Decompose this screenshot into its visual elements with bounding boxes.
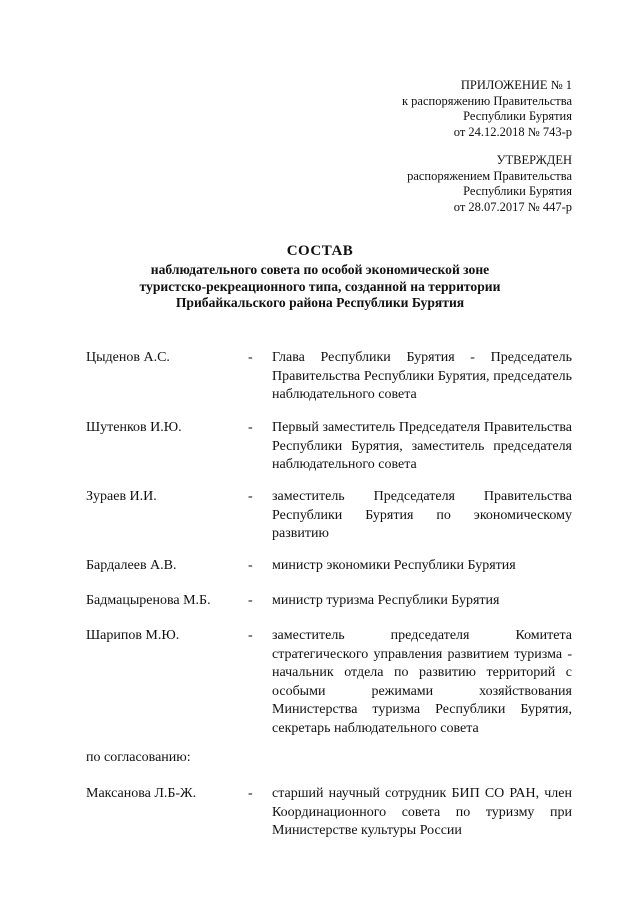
- member-dash: -: [248, 489, 253, 504]
- member-dash: -: [248, 350, 253, 365]
- member-dash: -: [248, 558, 253, 573]
- member-dash: -: [248, 593, 253, 608]
- approval-line: Республики Бурятия: [463, 184, 572, 198]
- approval-line: УТВЕРЖДЕН: [496, 153, 572, 167]
- member-role: министр туризма Республики Бурятия: [272, 593, 500, 608]
- subtitle-line: Прибайкальского района Республики Бурятия: [175, 295, 465, 310]
- member-role: министр экономики Республики Бурятия: [272, 558, 516, 573]
- member-role: заместитель Председателя Правительства Республики Бурятия по экономическому развитию: [272, 489, 572, 541]
- member-role: старший научный сотрудник БИП СО РАН, член Координационного совета по туризму при Министерстве культуры России: [272, 786, 572, 838]
- member-role: заместитель председателя Комитета стратегического управления развитием туризма - начальник отдела по развитию территорий с особыми режимами хозяйствования Министерства туризма Республики Бурятия, секретарь наблюдательного совета: [272, 628, 572, 736]
- member-role: Глава Республики Бурятия - Председатель Правительства Республики Бурятия, председатель наблюдательного совета: [272, 350, 572, 402]
- member-name: Шутенков И.Ю.: [86, 420, 182, 435]
- document-title: СОСТАВ: [286, 243, 354, 259]
- appendix-line: ПРИЛОЖЕНИЕ № 1: [460, 78, 572, 92]
- member-name: Максанова Л.Б-Ж.: [86, 786, 197, 801]
- appendix-header: [402, 78, 572, 140]
- agreement-note: по согласованию:: [86, 750, 191, 765]
- appendix-line: Республики Бурятия: [463, 109, 572, 123]
- member-dash: -: [248, 420, 253, 435]
- member-name: Шарипов М.Ю.: [86, 628, 180, 643]
- appendix-line: к распоряжению Правительства: [401, 93, 572, 108]
- subtitle-line: наблюдательного совета по особой экономической зоне: [150, 262, 490, 277]
- member-name: Цыденов А.С.: [86, 350, 170, 365]
- member-name: Зураев И.И.: [86, 489, 157, 504]
- member-dash: -: [248, 628, 253, 643]
- member-name: Бардалеев А.В.: [86, 558, 177, 573]
- member-role: Первый заместитель Председателя Правительства Республики Бурятия, заместитель председателя наблюдательного совета: [272, 420, 572, 472]
- approval-line: от 28.07.2017 № 447-р: [453, 199, 572, 214]
- approval-line: распоряжением Правительства: [407, 168, 572, 183]
- member-dash: -: [248, 786, 253, 801]
- document-subtitle: [0, 262, 640, 312]
- appendix-line: от 24.12.2018 № 743-р: [453, 124, 572, 139]
- approval-header: [407, 153, 572, 215]
- subtitle-line: туристско-рекреационного типа, созданной на территории: [139, 278, 501, 294]
- member-name: Бадмацыренова М.Б.: [86, 593, 211, 608]
